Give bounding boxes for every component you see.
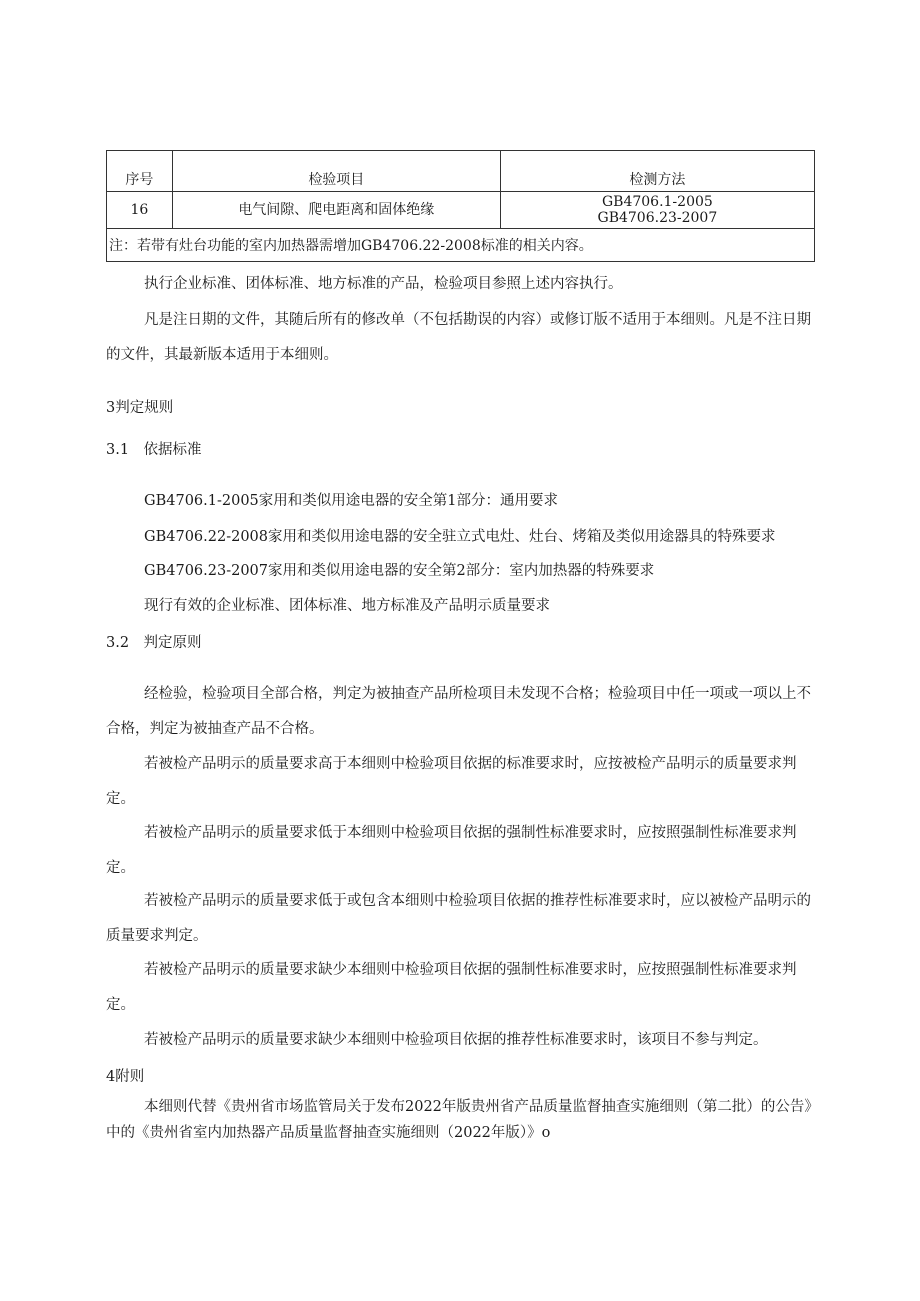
method-line-2: GB4706.23-2007 [597, 210, 718, 226]
paragraph-dated-documents: 凡是注日期的文件，其随后所有的修改单（不包括勘误的内容）或修订版不适用于本细则。凡是不注日期的文件，其最新版本适用于本细则。 [106, 312, 811, 363]
section-3-2-title: 3.2 判定原则 [106, 635, 202, 651]
header-item: 检验项目 [172, 151, 500, 192]
section-4-title: 4附则 [106, 1069, 145, 1085]
section-3-1-title: 3.1 依据标准 [106, 442, 202, 458]
cell-item: 电气间隙、爬电距离和固体绝缘 [172, 192, 500, 229]
header-no: 序号 [107, 151, 173, 192]
cell-method [500, 192, 814, 229]
inspection-table [106, 150, 815, 262]
standard-item: GB4706.23-2007家用和类似用途电器的安全第2部分：室内加热器的特殊要求 [144, 563, 655, 579]
section-3-title: 3判定规则 [106, 400, 174, 416]
rule-paragraph: 若被检产品明示的质量要求低于本细则中检验项目依据的强制性标准要求时，应按照强制性标准要求判定。 [106, 825, 797, 876]
paragraph-enterprise-standards: 执行企业标准、团体标准、地方标准的产品，检验项目参照上述内容执行。 [144, 276, 623, 292]
method-line-1: GB4706.1-2005 [601, 194, 713, 210]
standard-item: GB4706.1-2005家用和类似用途电器的安全第1部分：通用要求 [144, 493, 558, 509]
table-note-row [107, 229, 815, 262]
table-row [107, 192, 815, 229]
rule-paragraph: 若被检产品明示的质量要求缺少本细则中检验项目依据的强制性标准要求时，应按照强制性标准要求判定。 [106, 962, 797, 1013]
rule-paragraph: 若被检产品明示的质量要求低于或包含本细则中检验项目依据的推荐性标准要求时，应以被检产品明示的质量要求判定。 [106, 893, 811, 944]
table-header-row [107, 151, 815, 192]
cell-no: 16 [107, 192, 173, 229]
standard-item: 现行有效的企业标准、团体标准、地方标准及产品明示质量要求 [144, 598, 550, 614]
rule-paragraph: 经检验，检验项目全部合格，判定为被抽查产品所检项目未发现不合格；检验项目中任一项或一项以上不合格，判定为被抽查产品不合格。 [106, 686, 811, 737]
rule-paragraph: 若被检产品明示的质量要求高于本细则中检验项目依据的标准要求时，应按被检产品明示的质量要求判定。 [106, 756, 797, 807]
header-method: 检测方法 [500, 151, 814, 192]
table-note: 注：若带有灶台功能的室内加热器需增加GB4706.22-2008标准的相关内容。 [107, 229, 815, 262]
rule-paragraph: 若被检产品明示的质量要求缺少本细则中检验项目依据的推荐性标准要求时，该项目不参与判定。 [144, 1032, 768, 1048]
standard-item: GB4706.22-2008家用和类似用途电器的安全驻立式电灶、灶台、烤箱及类似用途器具的特殊要求 [144, 529, 776, 545]
section-4-text: 本细则代替《贵州省市场监管局关于发布2022年版贵州省产品质量监督抽查实施细则（第二批）的公告》中的《贵州省室内加热器产品质量监督抽查实施细则（2022年版）》o [106, 1099, 812, 1141]
